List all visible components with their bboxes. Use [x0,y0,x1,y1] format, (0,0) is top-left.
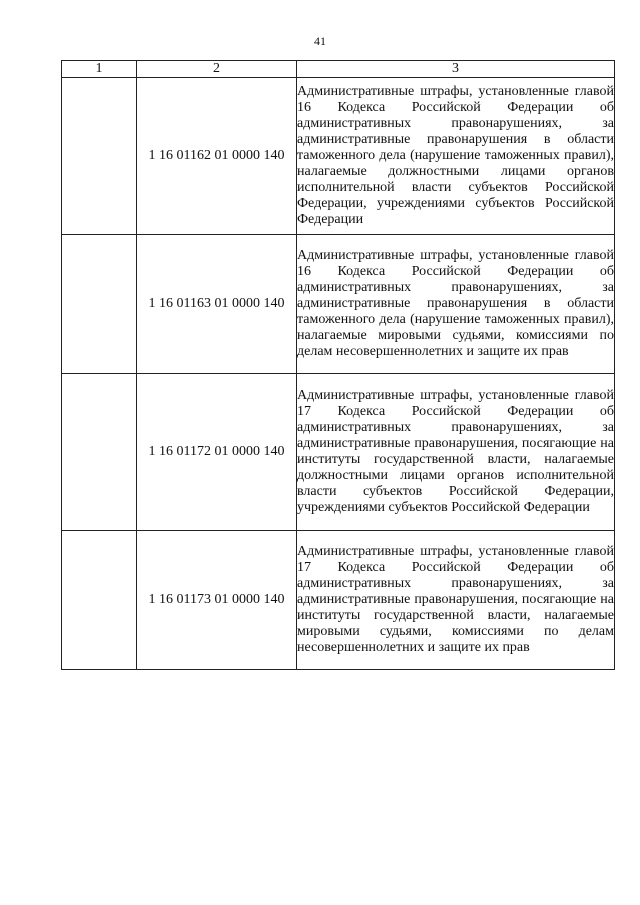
description-cell: Административные штрафы, установленные главой 17 Кодекса Российской Федерации об административных правонарушениях, за административные правонарушения, посягающие на институты государственной власти, налагаемые должностными лицами органов исполнительной власти субъектов Российской Федерации, учреждениями субъектов Российской Федерации [297,374,615,531]
description-cell: Административные штрафы, установленные главой 17 Кодекса Российской Федерации об административных правонарушениях, за административные правонарушения, посягающие на институты государственной власти, налагаемые мировыми судьями, комиссиями по делам несовершеннолетних и защите их прав [297,531,615,670]
page-number: 41 [314,34,326,48]
table-row [62,531,615,670]
column-header-1: 1 [62,61,137,78]
table-header-row [62,61,615,78]
description-cell: Административные штрафы, установленные главой 16 Кодекса Российской Федерации об административных правонарушениях, за административные правонарушения в области таможенного дела (нарушение таможенных правил), налагаемые должностными лицами органов исполнительной власти субъектов Российской Федерации, учреждениями субъектов Российской Федерации [297,78,615,235]
budget-code-cell: 1 16 01162 01 0000 140 [137,78,297,235]
budget-code-cell: 1 16 01163 01 0000 140 [137,235,297,374]
column-header-2: 2 [137,61,297,78]
row-index-cell [62,374,137,531]
budget-code-cell: 1 16 01172 01 0000 140 [137,374,297,531]
description-cell: Административные штрафы, установленные главой 16 Кодекса Российской Федерации об административных правонарушениях, за административные правонарушения в области таможенного дела (нарушение таможенных правил), налагаемые мировыми судьями, комиссиями по делам несовершеннолетних и защите их прав [297,235,615,374]
row-index-cell [62,531,137,670]
classification-table [61,60,615,670]
table-row [62,374,615,531]
row-index-cell [62,235,137,374]
budget-code-cell: 1 16 01173 01 0000 140 [137,531,297,670]
row-index-cell [62,78,137,235]
table-row [62,235,615,374]
column-header-3: 3 [297,61,615,78]
table-row [62,78,615,235]
